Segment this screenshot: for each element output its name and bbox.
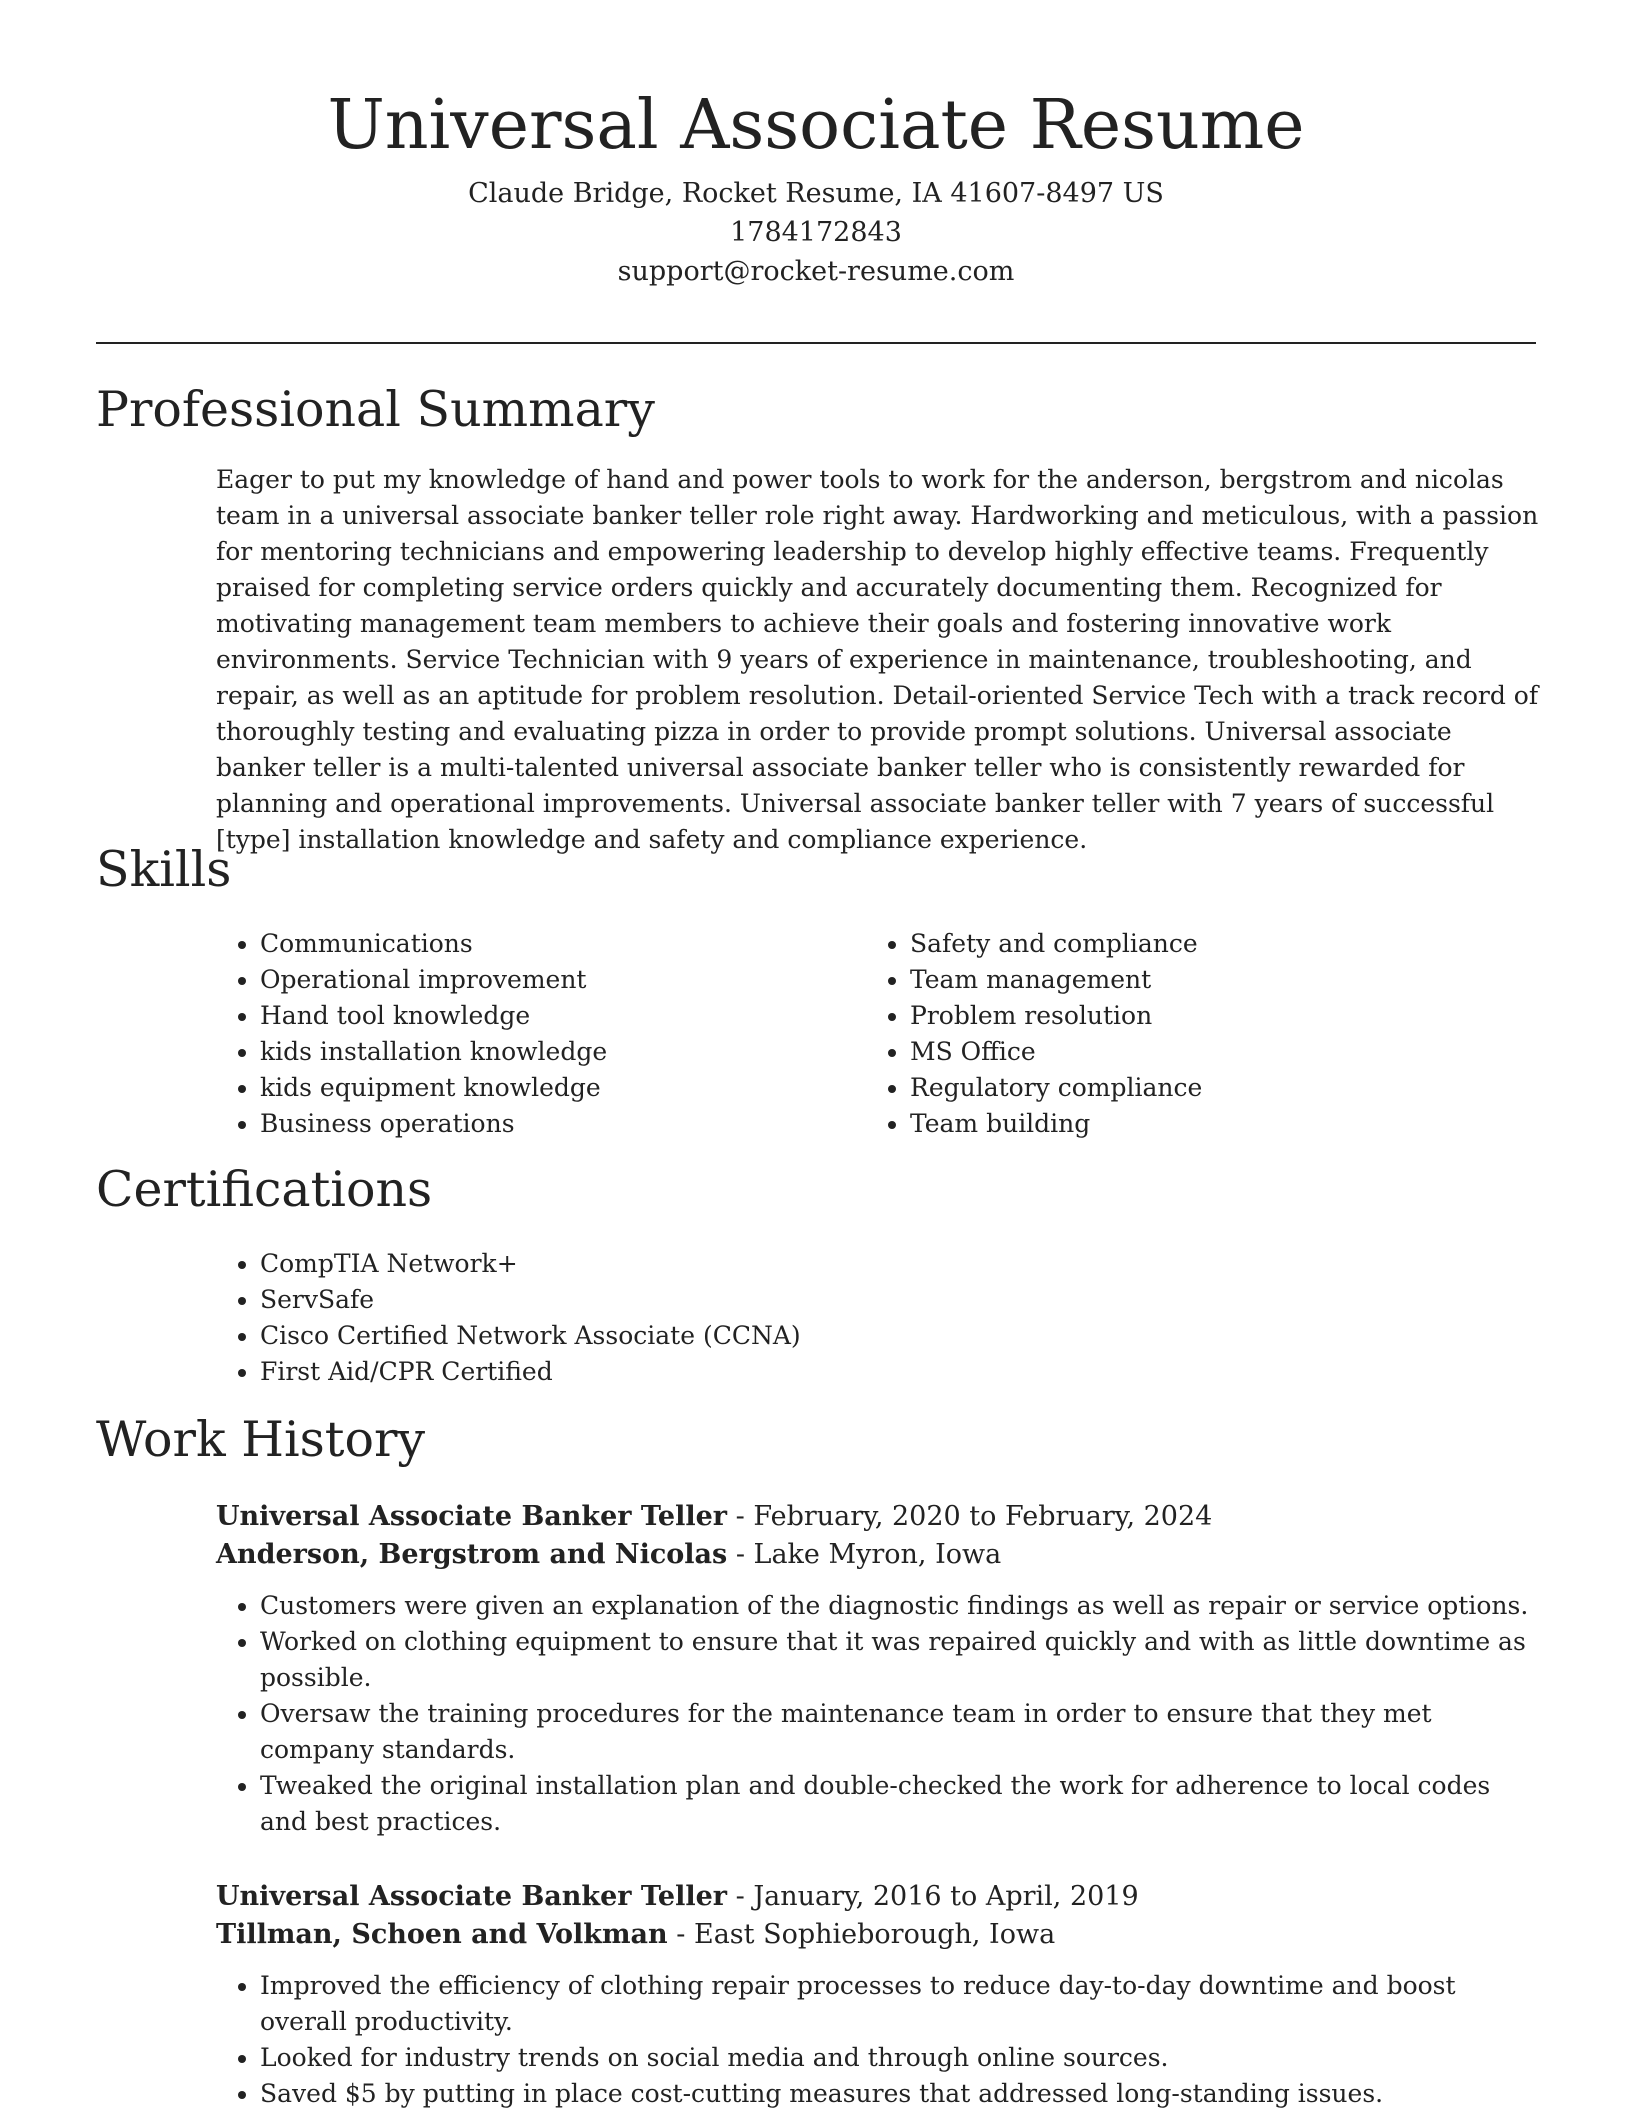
job-duty: • Improved the efficiency of clothing repair processes to reduce day-to-day downtime and boost overall productivity. bbox=[260, 1968, 1540, 2040]
separator: - bbox=[727, 1881, 754, 1912]
certifications-heading: Certifications bbox=[96, 1161, 433, 1218]
certifications-list bbox=[216, 1246, 801, 1390]
job-dates: February, 2020 to February, 2024 bbox=[753, 1501, 1213, 1532]
skill-item: • kids equipment knowledge bbox=[260, 1070, 607, 1106]
job-entry bbox=[216, 1498, 1540, 1840]
separator: - bbox=[727, 1501, 754, 1532]
summary-heading: Professional Summary bbox=[96, 381, 655, 438]
skill-item: • Team building bbox=[910, 1106, 1202, 1142]
skill-item: • Hand tool knowledge bbox=[260, 998, 607, 1034]
resume-header bbox=[96, 84, 1536, 291]
work-history-heading: Work History bbox=[96, 1411, 426, 1468]
separator: - bbox=[667, 1919, 694, 1950]
header-divider bbox=[96, 342, 1536, 344]
resume-title: Universal Associate Resume bbox=[327, 86, 1305, 165]
job-duty: • Worked on clothing equipment to ensure that it was repaired quickly and with as little downtime as possible. bbox=[260, 1624, 1540, 1696]
job-dates: January, 2016 to April, 2019 bbox=[753, 1881, 1139, 1912]
job-company-line bbox=[216, 1536, 1540, 1574]
contact-email: support@rocket-resume.com bbox=[617, 256, 1015, 287]
job-company: Tillman, Schoen and Volkman bbox=[216, 1919, 668, 1950]
skill-item: • Team management bbox=[910, 962, 1202, 998]
summary-text: Eager to put my knowledge of hand and power tools to work for the anderson, bergstrom and nicolas team in a universal associate banker teller role right away. Hardworking and meticulous, with a passion for mentoring technicians and empowering leadership to develop highly effective teams. Frequently praised for completing service orders quickly and accurately documenting them. Recognized for motivating management team members to achieve their goals and fostering innovative work environments. Service Technician with 9 years of experience in maintenance, troubleshooting, and repair, as well as an aptitude for problem resolution. Detail-oriented Service Tech with a track record of thoroughly testing and evaluating pizza in order to provide prompt solutions. Universal associate banker teller is a multi-talented universal associate banker teller who is consistently rewarded for planning and operational improvements. Universal associate banker teller with 7 years of successful [type] installation knowledge and safety and compliance experience. bbox=[216, 465, 1539, 854]
job-duties-list bbox=[216, 1968, 1540, 2112]
certification-item: • ServSafe bbox=[260, 1282, 801, 1318]
job-duty: • Tweaked the original installation plan and double-checked the work for adherence to local codes and best practices. bbox=[260, 1768, 1540, 1840]
skill-item: • Communications bbox=[260, 926, 607, 962]
job-role: Universal Associate Banker Teller bbox=[216, 1501, 728, 1532]
skill-item: • Problem resolution bbox=[910, 998, 1202, 1034]
job-duty: • Oversaw the training procedures for the maintenance team in order to ensure that they met company standards. bbox=[260, 1696, 1540, 1768]
certification-item: • First Aid/CPR Certified bbox=[260, 1354, 801, 1390]
contact-phone: 1784172843 bbox=[730, 217, 902, 248]
certification-item: • Cisco Certified Network Associate (CCNA) bbox=[260, 1318, 801, 1354]
skills-left-list bbox=[216, 926, 607, 1142]
certifications-section bbox=[216, 1246, 801, 1390]
skills-left-column bbox=[216, 926, 607, 1142]
job-role: Universal Associate Banker Teller bbox=[216, 1881, 728, 1912]
job-duty: • Saved $5 by putting in place cost-cutting measures that addressed long-standing issues. bbox=[260, 2076, 1540, 2112]
job-duty: • Looked for industry trends on social media and through online sources. bbox=[260, 2040, 1540, 2076]
skills-right-list bbox=[866, 926, 1202, 1142]
job-duties-list bbox=[216, 1588, 1540, 1840]
job-location: Lake Myron, Iowa bbox=[753, 1539, 1002, 1570]
job-location: East Sophieborough, Iowa bbox=[693, 1919, 1056, 1950]
skills-heading: Skills bbox=[96, 841, 232, 898]
skill-item: • Operational improvement bbox=[260, 962, 607, 998]
contact-address: Claude Bridge, Rocket Resume, IA 41607-8497 US bbox=[468, 178, 1164, 209]
contact-info bbox=[96, 174, 1536, 291]
job-entry bbox=[216, 1878, 1540, 2112]
job-title-line bbox=[216, 1878, 1540, 1916]
job-title-line bbox=[216, 1498, 1540, 1536]
skill-item: • Business operations bbox=[260, 1106, 607, 1142]
skill-item: • Safety and compliance bbox=[910, 926, 1202, 962]
skill-item: • MS Office bbox=[910, 1034, 1202, 1070]
job-company: Anderson, Bergstrom and Nicolas bbox=[216, 1539, 728, 1570]
skill-item: • kids installation knowledge bbox=[260, 1034, 607, 1070]
skills-right-column bbox=[866, 926, 1202, 1142]
skill-item: • Regulatory compliance bbox=[910, 1070, 1202, 1106]
job-duty: • Customers were given an explanation of the diagnostic findings as well as repair or service options. bbox=[260, 1588, 1540, 1624]
certification-item: • CompTIA Network+ bbox=[260, 1246, 801, 1282]
separator: - bbox=[727, 1539, 754, 1570]
job-company-line bbox=[216, 1916, 1540, 1954]
